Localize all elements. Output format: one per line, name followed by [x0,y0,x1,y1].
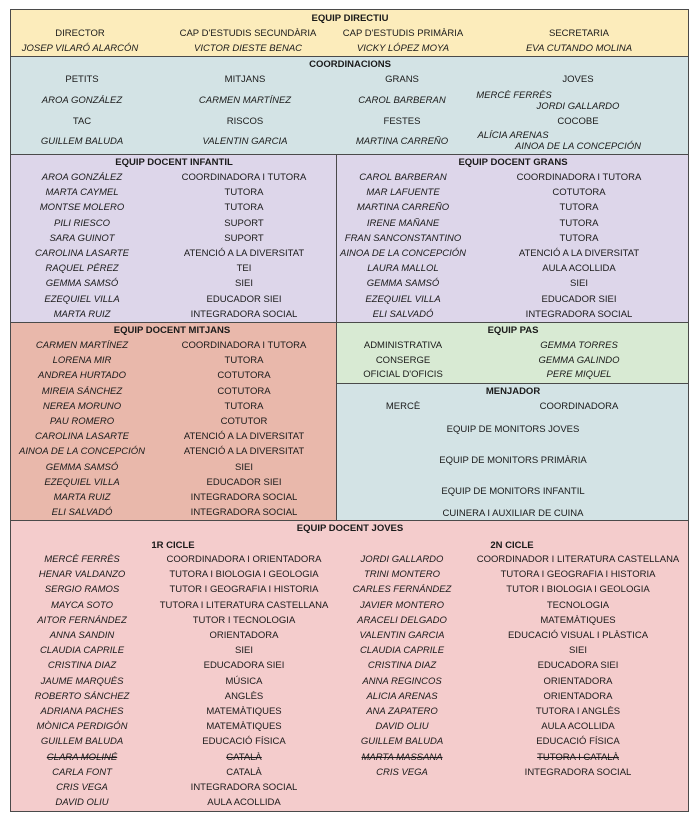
person-name: GUILLEM BALUDA [360,736,444,748]
section-title: EQUIP DIRECTIU [311,13,389,24]
role-label: TUTOR I BIOLOGIA I GEOLOGIA [506,584,650,596]
person-name: CLAUDIA CAPRILE [359,645,445,657]
person-name: VICTOR DIESTE BENAC [193,43,303,54]
person-name: AITOR FERNÁNDEZ [37,614,127,626]
role-label: INTEGRADORA SOCIAL [524,766,632,778]
person-name: ROBERTO SÁNCHEZ [34,690,130,702]
person-name: NEREA MORUNO [42,400,122,412]
role-label: OFICIAL D'OFICIS [363,369,443,380]
person-name: VALENTIN GARCIA [202,136,288,147]
person-name: JORDI GALLARDO [360,554,444,565]
role-label: COTUTOR [220,416,268,427]
role-label: SIEI [570,278,588,290]
person-name: CAROL BARBERAN [359,172,447,183]
section-title: MENJADOR [485,386,541,397]
role-label: COORDINADOR I LITERATURA CASTELLANA [476,554,680,565]
person-name: SERGIO RAMOS [44,584,120,596]
role-label: TUTOR I GEOGRAFIA I HISTORIA [169,584,319,596]
person-name: JAVIER MONTERO [360,599,444,611]
coord-area: RISCOS [226,116,264,127]
role-label: MATEMÀTIQUES [540,614,616,626]
person-name: ALÍCIA ARENAS [477,130,549,141]
role-label: CATALÀ [226,766,262,778]
person-name: ANNA SANDIN [49,630,115,641]
role-label: SECRETARIA [548,28,610,39]
role-label: MÚSICA [225,675,263,687]
role-label: TECNOLOGIA [546,599,610,611]
role-label: ORIENTADORA [209,630,279,641]
menjador-section [336,383,689,521]
role-label: EDUCADORA SIEI [537,660,619,672]
person-name: CRIS VEGA [376,766,428,778]
equip-pas-section [336,322,689,384]
coord-area: FESTES [383,116,421,127]
menjador-line: EQUIP DE MONITORS INFANTIL [441,486,585,497]
role-label: CONSERGE [375,355,431,366]
role-label: EDUCADOR SIEI [541,293,617,305]
role-label: COTUTORA [217,370,271,382]
role-label: COORDINADORA I TUTORA [181,340,307,351]
role-label: TUTORA I CATALÀ [537,751,619,763]
role-label: DIRECTOR [55,28,105,39]
person-name: DAVID OLIU [55,797,109,809]
section-title: EQUIP DOCENT MITJANS [113,325,231,336]
role-label: ATENCIÓ A LA DIVERSITAT [518,248,640,259]
person-name: RAQUEL PÉREZ [45,263,119,275]
person-name: CRIS VEGA [56,782,108,793]
person-name: GEMMA GALINDO [538,355,620,366]
person-name: VICKY LÓPEZ MOYA [356,43,450,54]
person-name: LAURA MALLOL [367,263,439,275]
role-label: TEI [236,263,252,275]
person-name: EZEQUIEL VILLA [44,293,120,305]
person-name: CAROLINA LASARTE [35,431,129,443]
person-name: VALENTIN GARCIA [359,630,445,641]
role-label: INTEGRADORA SOCIAL [525,308,633,320]
role-label: TUTORA I BIOLOGIA I GEOLOGIA [169,569,319,581]
equip-infantil-section [10,154,337,323]
person-name: ADRIANA PACHES [40,706,124,717]
role-label: COORDINADORA I TUTORA [516,172,642,183]
person-name: JAUME MARQUÈS [40,675,124,687]
role-label: EDUCADOR SIEI [206,293,282,305]
role-label: SIEI [569,645,587,657]
cicle-title: 1R CICLE [151,540,195,551]
role-label: ATENCIÓ A LA DIVERSITAT [183,446,305,458]
person-name: ANA ZAPATERO [366,706,438,717]
role-label: SIEI [235,645,253,657]
person-name: DAVID OLIU [375,721,429,733]
role-label: COORDINADORA I TUTORA [181,172,307,183]
person-name: MAYCA SOTO [50,599,114,611]
person-name: JORDI GALLARDO [536,101,620,112]
role-label: AULA ACOLLIDA [207,797,281,809]
person-name: FRAN SANCONSTANTINO [344,232,462,244]
role-label: SUPORT [224,217,264,229]
person-name: MARTA RUIZ [53,308,111,320]
person-name: CARLES FERNÁNDEZ [352,584,452,596]
role-label: TUTORA [559,202,599,214]
person-name: ALICIA ARENAS [366,690,438,702]
role-label: TUTORA [559,232,599,244]
section-title: COORDINACIONS [309,59,391,70]
person-name: MERCÈ [385,401,421,412]
person-name: ARACELI DELGADO [357,614,447,626]
role-label: COORDINADORA I ORIENTADORA [166,554,322,565]
role-label: CAP D'ESTUDIS PRIMÀRIA [342,28,464,39]
person-name: AINOA DE LA CONCEPCIÓN [515,141,641,152]
role-label: EDUCACIÓ FÍSICA [202,736,286,748]
equip-grans-section [336,154,689,323]
role-label: INTEGRADORA SOCIAL [190,308,298,320]
person-name: PILI RIESCO [54,217,110,229]
role-label: SIEI [235,461,253,473]
role-label: ATENCIÓ A LA DIVERSITAT [183,431,305,443]
section-title: EQUIP DOCENT INFANTIL [115,157,233,168]
person-name: CARMEN MARTÍNEZ [35,340,129,351]
person-name: PAU ROMERO [49,416,115,427]
coord-area: COCOBE [557,116,599,127]
equip-joves-section [10,520,689,812]
section-title: EQUIP PAS [487,325,539,336]
person-name: CARLA FONT [52,766,112,778]
role-label: TUTORA [224,400,264,412]
role-label: MATEMÀTIQUES [206,706,282,717]
person-name: CAROLINA LASARTE [35,248,129,259]
role-label: ORIENTADORA [543,690,613,702]
role-label: TUTORA [224,187,264,199]
person-name: GEMMA SAMSÓ [45,461,119,473]
role-label: AULA ACOLLIDA [541,721,615,733]
person-name: EZEQUIEL VILLA [365,293,441,305]
role-label: EDUCACIÓ VISUAL I PLÀSTICA [507,630,649,641]
person-name: SARA GUINOT [49,232,115,244]
role-label: CAP D'ESTUDIS SECUNDÀRIA [179,28,317,39]
section-title: EQUIP DOCENT JOVES [296,523,404,534]
section-title: EQUIP DOCENT GRANS [458,157,568,168]
person-name: CARMEN MARTÍNEZ [198,95,292,106]
person-name: MERCÈ FERRÈS [44,554,120,565]
person-name: AINOA DE LA CONCEPCIÓN [340,248,466,259]
role-label: EDUCACIÓ FÍSICA [536,736,620,748]
person-name: AROA GONZÁLEZ [41,172,123,183]
person-name: MARTA RUIZ [53,492,111,503]
person-name: MARTA CAYMEL [45,187,119,199]
coord-area: JOVES [562,74,594,85]
role-label: TUTORA I LITERATURA CASTELLANA [159,599,329,611]
person-name: JOSEP VILARÓ ALARCÓN [21,43,139,54]
role-label: ANGLÈS [224,690,264,702]
person-name: MARTINA CARREÑO [355,136,449,147]
role-label: SUPORT [224,232,264,244]
role-label: EDUCADOR SIEI [206,476,282,488]
role-label: INTEGRADORA SOCIAL [190,492,298,503]
role-label: AULA ACOLLIDA [542,263,616,275]
person-name: AINOA DE LA CONCEPCIÓN [19,446,145,458]
role-label: MATEMÀTIQUES [206,721,282,733]
coordinacions-section [10,56,689,155]
role-label: CATALÀ [226,751,262,763]
person-name: MERCÈ FERRÈS [476,90,552,101]
person-name: ELI SALVADÓ [372,308,434,320]
person-name: GEMMA SAMSÓ [366,278,440,290]
role-label: ORIENTADORA [543,675,613,687]
role-label: TUTORA [224,355,264,367]
person-name: IRENE MAÑANE [366,217,440,229]
person-name: HENAR VALDANZO [38,569,126,581]
menjador-line: CUINERA I AUXILIAR DE CUINA [442,508,584,519]
person-name: GEMMA SAMSÓ [45,278,119,290]
person-name: GUILLEM BALUDA [40,736,124,748]
person-name: TRINI MONTERO [364,569,440,581]
coord-area: GRANS [385,74,419,85]
person-name: MAR LAFUENTE [366,187,440,199]
person-name: PERE MIQUEL [546,369,612,380]
person-name: MIREIA SÁNCHEZ [41,385,123,397]
role-label: TUTORA I GEOGRAFIA I HISTORIA [500,569,656,581]
role-label: SIEI [235,278,253,290]
person-name: LORENA MIR [52,355,112,367]
person-name: CRISTINA DIAZ [367,660,437,672]
cicle-title: 2N CICLE [490,540,534,551]
role-label: EDUCADORA SIEI [203,660,285,672]
role-label: INTEGRADORA SOCIAL [190,507,298,519]
person-name: MONTSE MOLERO [39,202,125,214]
person-name: EVA CUTANDO MOLINA [525,43,633,54]
equip-mitjans-section [10,322,337,521]
role-label: TUTOR I TECNOLOGIA [192,614,296,626]
person-name: MARTA MASSANA [361,751,443,763]
menjador-line: EQUIP DE MONITORS JOVES [446,424,580,435]
role-label: ADMINISTRATIVA [363,340,443,351]
role-label: COTUTORA [217,385,271,397]
role-label: INTEGRADORA SOCIAL [190,782,298,793]
person-name: CAROL BARBERAN [358,95,446,106]
coord-area: PETITS [65,74,99,85]
role-label: TUTORA [224,202,264,214]
role-label: TUTORA [559,217,599,229]
coord-area: MITJANS [224,74,266,85]
person-name: GEMMA TORRES [540,340,618,351]
person-name: ANDREA HURTADO [38,370,126,382]
menjador-line: EQUIP DE MONITORS PRIMÀRIA [439,455,587,466]
person-name: MARTINA CARREÑO [356,202,450,214]
equip-directiu-section [10,9,689,57]
person-name: MÒNICA PERDIGÓN [36,721,128,733]
coord-area: TAC [72,116,92,127]
role-label: COTUTORA [552,187,606,199]
person-name: CRISTINA DIAZ [47,660,117,672]
role-label: COORDINADORA [539,401,619,412]
person-name: AROA GONZÁLEZ [41,95,123,106]
person-name: GUILLEM BALUDA [40,136,124,147]
person-name: ELI SALVADÓ [51,507,113,519]
person-name: EZEQUIEL VILLA [44,476,120,488]
person-name: CLARA MOLINÉ [46,751,118,763]
person-name: ANNA REGINCOS [362,675,442,687]
person-name: CLAUDIA CAPRILE [39,645,125,657]
role-label: ATENCIÓ A LA DIVERSITAT [183,248,305,259]
role-label: TUTORA I ANGLÈS [535,706,621,717]
